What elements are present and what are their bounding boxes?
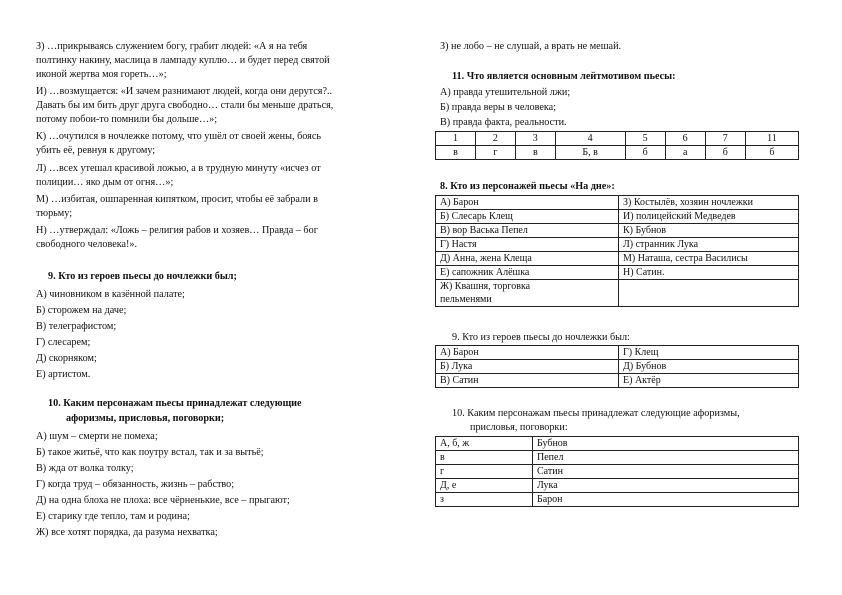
table-cell: Г) Настя [436,238,619,252]
question-option: Б) правда веры в человека; [440,102,557,113]
table-cell: Д) Анна, жена Клеща [436,252,619,266]
question-option: А) чиновником в казённой палате; [36,289,185,300]
table-cell: а [665,146,705,160]
text-line: М) …избитая, ошпаренная кипятком, просит, чтобы её забрали в [36,194,318,205]
table-row [436,374,799,388]
table-cell: в [436,451,533,465]
table-cell: б [705,146,745,160]
question-option: Г) слесарем; [36,337,91,348]
question-option: Ж) все хотят порядка, да разума нехватка; [36,527,218,538]
question-option: В) телеграфистом; [36,321,117,332]
question-option: Д) на одна блоха не плоха: все чёрненькие, все – прыгают; [36,495,290,506]
table-cell: з [436,493,533,507]
table-cell: 11 [745,132,798,146]
text-line: потому побои-то помнили бы дольше…»; [36,114,218,125]
table-cell: в [515,146,555,160]
table-cell: Е) Актёр [619,374,799,388]
text-line: З) …прикрываясь служением богу, грабит людей: «А я на тебя [36,41,308,52]
table-cell: в [436,146,476,160]
text-line: тюрьму; [36,208,73,219]
table-cell: б [745,146,798,160]
table-cell: Б) Слесарь Клещ [436,210,619,224]
question-option: Е) артистом. [36,369,91,380]
table-row [436,146,799,160]
table-cell: Б, в [555,146,625,160]
question-option: Д) скорняком; [36,353,97,364]
table-row [436,346,799,360]
question-11-title: 11. Что является основным лейтмотивом пьесы: [452,71,676,82]
table-cell: М) Наташа, сестра Василисы [619,252,799,266]
characters-table [435,195,799,307]
table-cell: 6 [665,132,705,146]
text-line: Л) …всех утешал красивой ложью, а в трудную минуту «исчез от [36,163,321,174]
question-8-title: 8. Кто из персонажей пьесы «На дне»: [440,181,615,192]
table-row [436,132,799,146]
table-cell: А, б, ж [436,437,533,451]
table-cell: б [625,146,665,160]
table-cell: Б) Лука [436,360,619,374]
question-option: В) жда от волка толку; [36,463,134,474]
table-cell: 4 [555,132,625,146]
text-line: Н) …утверждал: «Ложь – религия рабов и хозяев… Правда – бог [36,225,318,236]
table-row [436,224,799,238]
text-line: З) не лобо – не слушай, а врать не мешай. [440,41,622,52]
table-cell: В) Сатин [436,374,619,388]
table-cell: Барон [533,493,799,507]
aphorisms-table [435,436,799,507]
text-line: иконой жертва моя гореть…»; [36,69,167,80]
table-row [436,451,799,465]
text-line: убить её, ревнуя к другому; [36,145,156,156]
table-cell: 3 [515,132,555,146]
table-cell: Е) сапожник Алёшка [436,266,619,280]
question-option: Г) когда труд – обязанность, жизнь – рабство; [36,479,235,490]
professions-table [435,345,799,388]
table-cell: 5 [625,132,665,146]
table-cell [436,280,619,307]
question-option: В) правда факта, реальности. [440,117,567,128]
table-cell: З) Костылёв, хозяин ночлежки [619,196,799,210]
table-cell: Лука [533,479,799,493]
table-row [436,280,799,307]
table-row [436,493,799,507]
table-cell: Сатин [533,465,799,479]
table-row [436,465,799,479]
table-cell: Л) странник Лука [619,238,799,252]
cell-line: пельменями [440,294,492,305]
text-line: полиции… яко дым от огня…»; [36,177,174,188]
question-option: Б) сторожем на даче; [36,305,127,316]
question-10-title: 10. Каким персонажам пьесы принадлежат следующие афоризмы, [452,408,740,419]
table-cell: Н) Сатин. [619,266,799,280]
table-cell: В) вор Васька Пепел [436,224,619,238]
question-option: Е) старику где тепло, там и родина; [36,511,190,522]
text-line: свободного человека!». [36,239,138,250]
table-row [436,266,799,280]
text-line: полтинку накину, маслица в лампаду куплю… и будет перед святой [36,55,330,66]
table-cell: А) Барон [436,346,619,360]
table-row [436,252,799,266]
table-cell: 2 [475,132,515,146]
table-cell: 7 [705,132,745,146]
question-10-title: 10. Каким персонажам пьесы принадлежат следующие [48,398,302,409]
table-cell: 1 [436,132,476,146]
table-row [436,437,799,451]
text-line: Давать бы им бить друг друга свободно… стали бы меньше драться, [36,100,334,111]
table-row [436,210,799,224]
table-cell: Д, е [436,479,533,493]
table-cell: Бубнов [533,437,799,451]
table-row [436,238,799,252]
table-cell: г [436,465,533,479]
question-10-title-cont: присловья, поговорки: [470,422,568,433]
table-cell: Д) Бубнов [619,360,799,374]
question-option: Б) такое житьё, что как поутру встал, так и за вытьё; [36,447,264,458]
table-cell [619,280,799,307]
cell-line: Ж) Квашня, торговка [440,281,531,292]
table-cell: К) Бубнов [619,224,799,238]
question-9-title: 9. Кто из героев пьесы до ночлежки был; [48,271,237,282]
table-cell: А) Барон [436,196,619,210]
text-line: И) …возмущается: «И зачем разнимают людей, когда они дерутся?.. [36,86,333,97]
table-cell: И) полицейский Медведев [619,210,799,224]
question-option: А) шум – смерти не помеха; [36,431,158,442]
table-row [436,196,799,210]
table-cell: Г) Клещ [619,346,799,360]
table-cell: г [475,146,515,160]
answer-table [435,131,799,160]
question-option: А) правда утешительной лжи; [440,87,571,98]
table-row [436,360,799,374]
question-9-title: 9. Кто из героев пьесы до ночлежки был: [452,332,630,343]
table-cell: Пепел [533,451,799,465]
text-line: К) …очутился в ночлежке потому, что ушёл от своей жены, боясь [36,131,322,142]
table-row [436,479,799,493]
question-10-title-cont: афоризмы, присловья, поговорки; [66,413,225,424]
